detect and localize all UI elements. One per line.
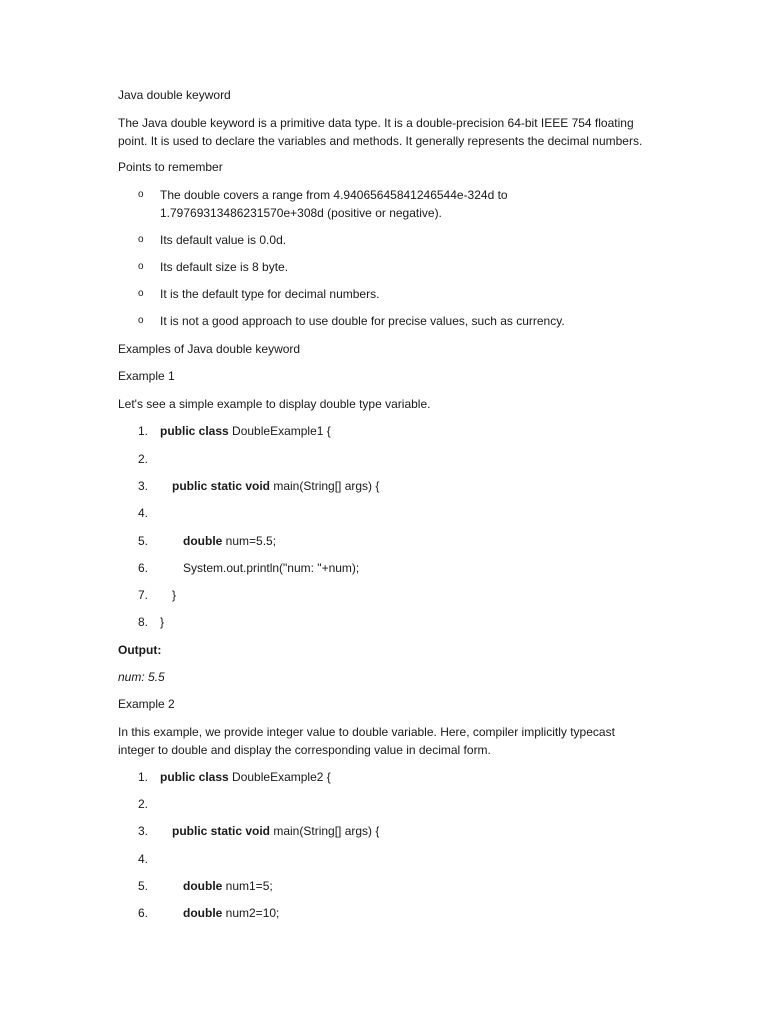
bullet-point-default-size: Its default size is 8 byte.	[160, 260, 289, 274]
code-text: main(String[] args) {	[270, 824, 380, 838]
code-keyword: public static void	[172, 479, 271, 493]
bullet-marker: o	[138, 234, 144, 245]
code-keyword: public static void	[172, 824, 271, 838]
example1-heading: Example 1	[118, 369, 175, 383]
code-line-number: 2.	[138, 797, 149, 811]
code-text: System.out.println("num: "+num);	[183, 561, 360, 575]
bullet-marker: o	[138, 288, 144, 299]
points-heading: Points to remember	[118, 160, 223, 174]
bullet-point-range: The double covers a range from 4.94065645841246544e-324d to 1.79769313486231570e+308d (positive or negative).	[160, 188, 508, 220]
code-line-number: 2.	[138, 452, 149, 466]
bullet-point-default-type: It is the default type for decimal numbers.	[160, 287, 380, 301]
code-line-number: 4.	[138, 506, 149, 520]
code-line-number: 4.	[138, 852, 149, 866]
code-text: DoubleExample1 {	[228, 424, 331, 438]
code-line-number: 6.	[138, 906, 149, 920]
code-keyword: double	[183, 906, 223, 920]
code-line-number: 3.	[138, 824, 149, 838]
code-line	[183, 532, 276, 550]
code-line	[160, 768, 331, 786]
code-keyword: double	[183, 534, 223, 548]
code-line	[183, 877, 273, 895]
code-line-number: 3.	[138, 479, 149, 493]
code-line	[172, 477, 379, 495]
example2-heading: Example 2	[118, 697, 175, 711]
code-text: num2=10;	[222, 906, 280, 920]
code-line-number: 8.	[138, 615, 149, 629]
code-text: num1=5;	[222, 879, 273, 893]
code-line	[172, 586, 176, 604]
bullet-marker: o	[138, 261, 144, 272]
code-line	[160, 613, 164, 631]
output-label: Output:	[118, 643, 162, 657]
code-line-number: 6.	[138, 561, 149, 575]
bullet-point-precision: It is not a good approach to use double for precise values, such as currency.	[160, 314, 565, 328]
code-line-number: 7.	[138, 588, 149, 602]
code-text: }	[172, 588, 177, 602]
intro-paragraph: The Java double keyword is a primitive data type. It is a double-precision 64-bit IEEE 754 floating point. It is used to declare the variables and methods. It generally represents the decimal numbers.	[118, 116, 643, 148]
code-line-number: 1.	[138, 424, 149, 438]
code-line-number: 1.	[138, 770, 149, 784]
bullet-point-default-value: Its default value is 0.0d.	[160, 233, 287, 247]
code-line	[183, 904, 279, 922]
code-text: main(String[] args) {	[270, 479, 380, 493]
example2-description: In this example, we provide integer value to double variable. Here, compiler implicitly typecast integer to double and display the corresponding value in decimal form.	[118, 725, 615, 757]
code-text: DoubleExample2 {	[228, 770, 331, 784]
code-text: num=5.5;	[222, 534, 277, 548]
code-keyword: double	[183, 879, 223, 893]
example1-description: Let's see a simple example to display double type variable.	[118, 397, 431, 411]
code-keyword: public class	[160, 770, 229, 784]
output-value: num: 5.5	[118, 670, 165, 684]
code-line-number: 5.	[138, 879, 149, 893]
code-line	[172, 822, 379, 840]
bullet-marker: o	[138, 315, 144, 326]
code-line-number: 5.	[138, 534, 149, 548]
code-text: }	[160, 615, 165, 629]
examples-heading: Examples of Java double keyword	[118, 342, 301, 356]
code-keyword: public class	[160, 424, 229, 438]
document-title: Java double keyword	[118, 88, 231, 102]
bullet-marker: o	[138, 189, 144, 200]
code-line	[160, 422, 331, 440]
code-line	[183, 559, 359, 577]
